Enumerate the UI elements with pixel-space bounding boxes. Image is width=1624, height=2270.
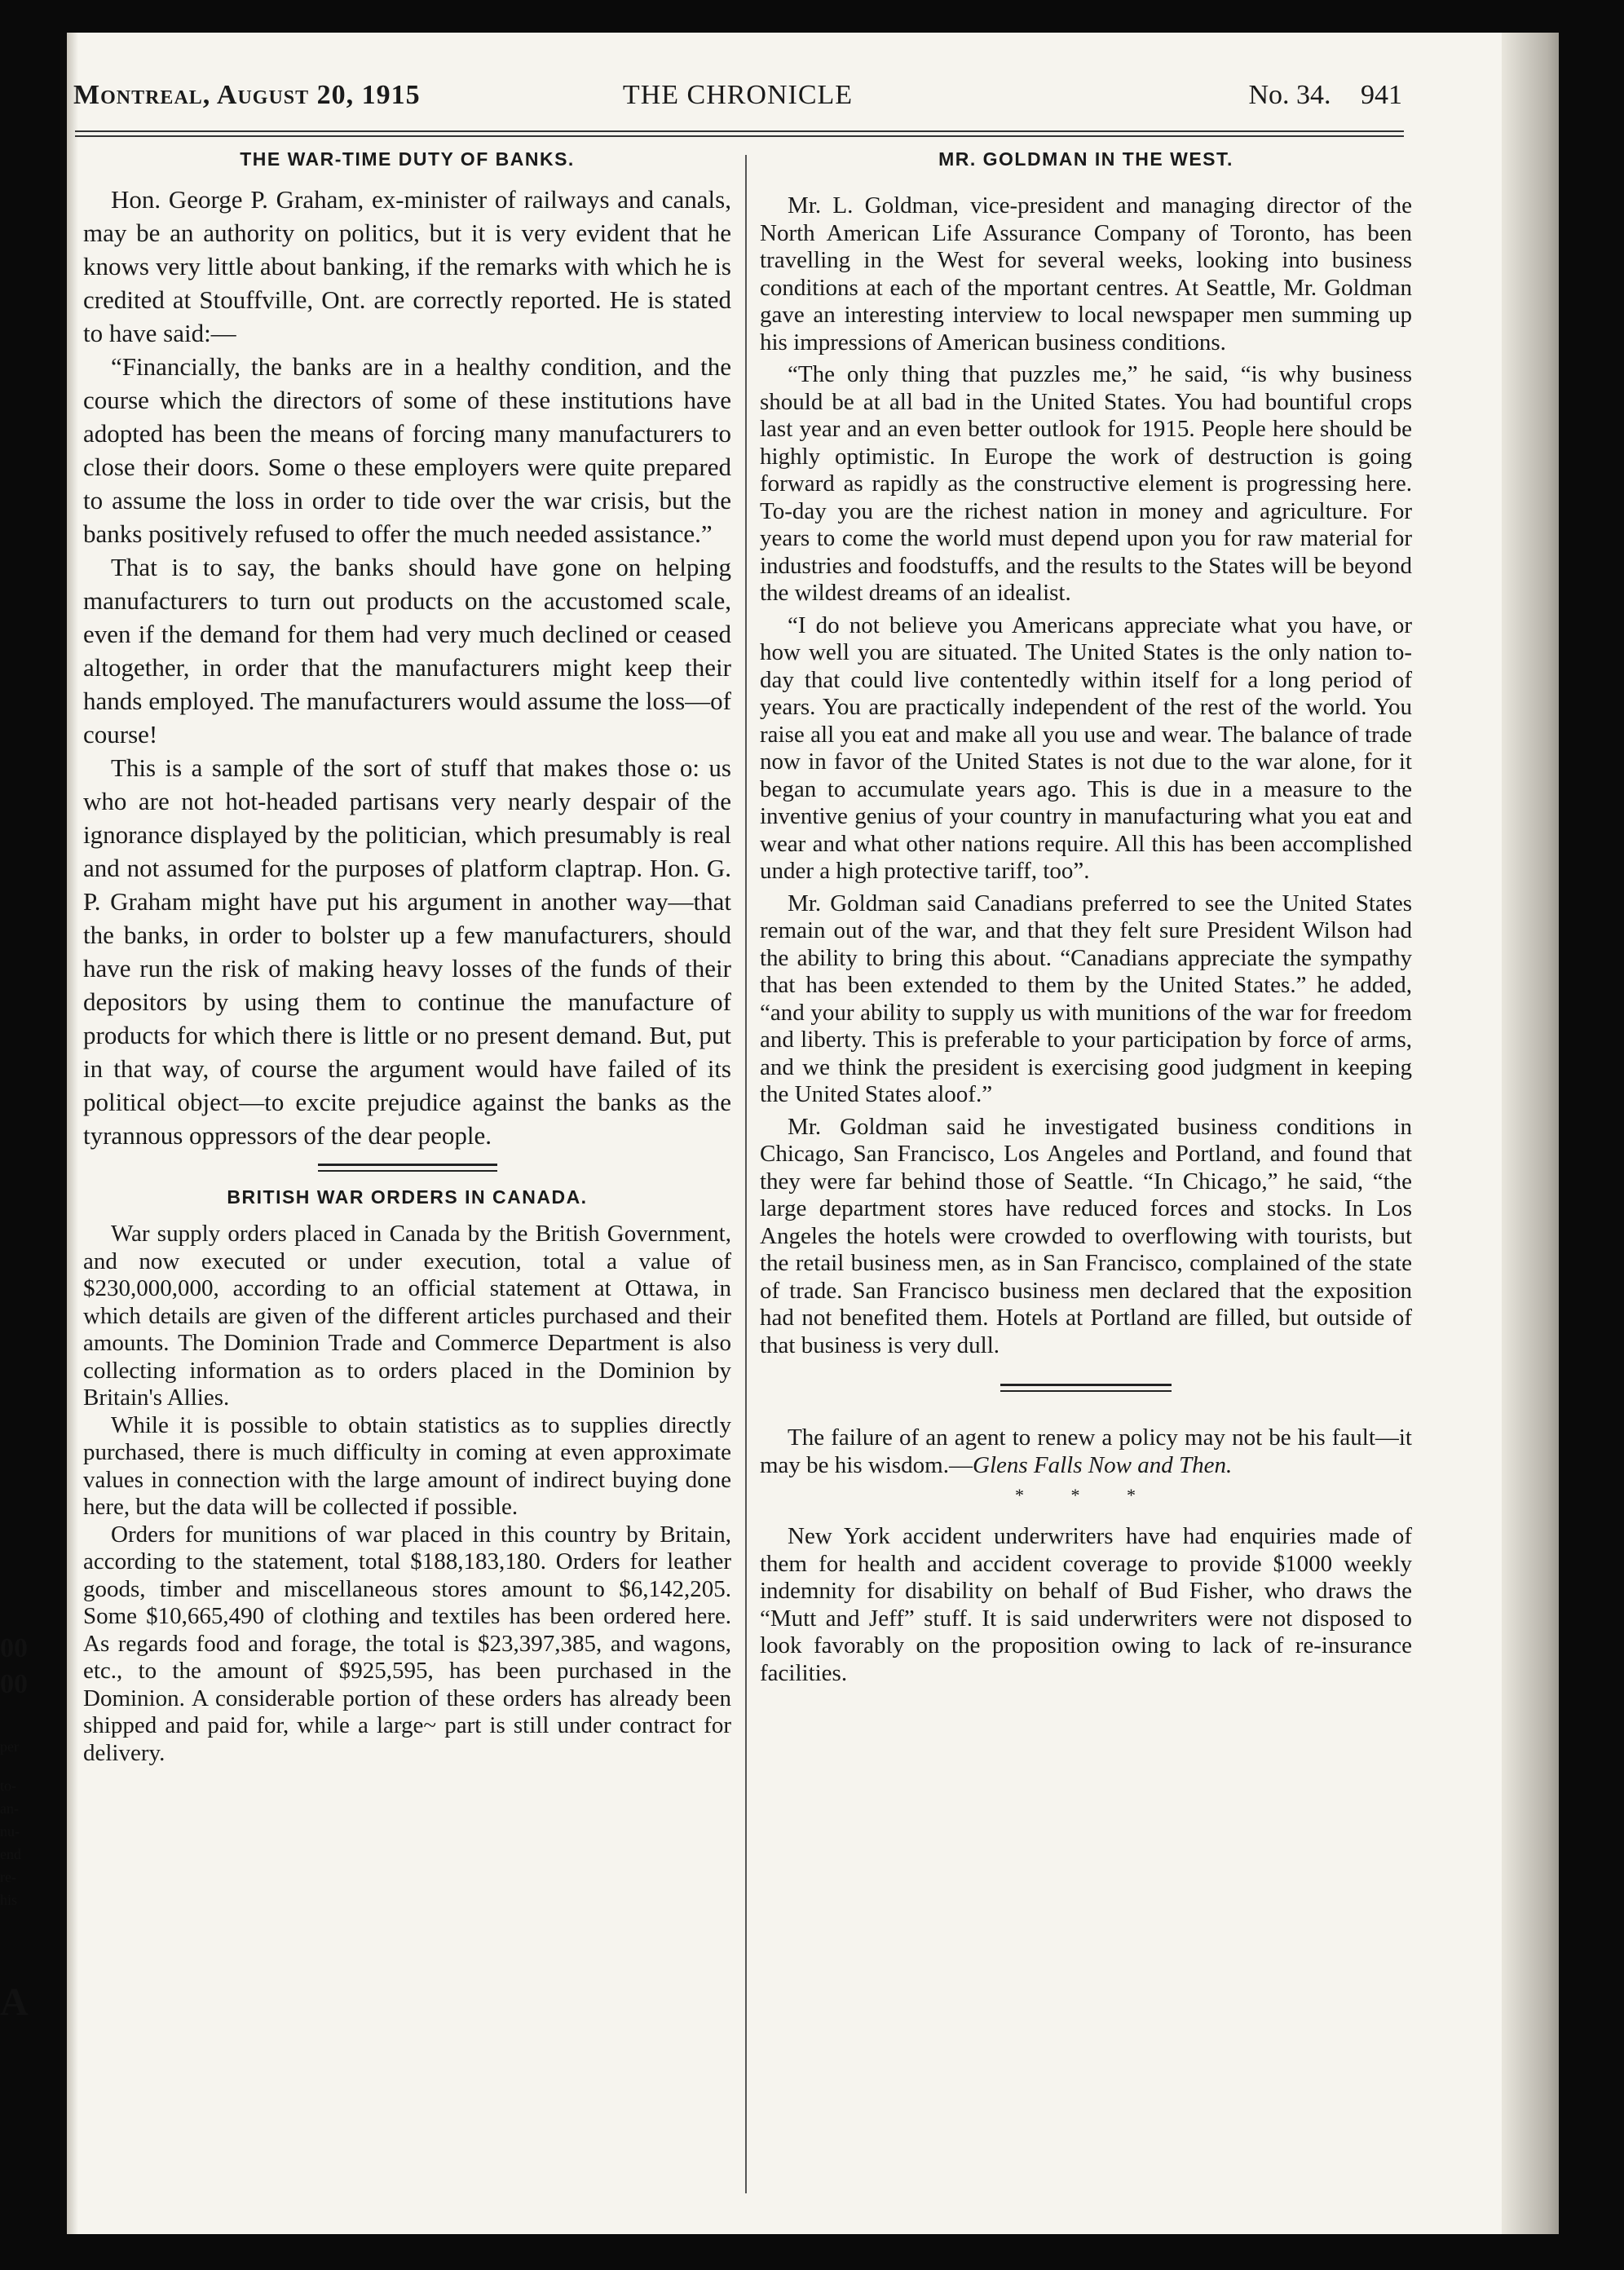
fragment-text: 00: [0, 1669, 28, 1699]
article-paragraph: This is a sample of the sort of stuff that makes those o: us who are not hot-headed partisans very nearly despair of the ignorance displayed by the politician, which presumably is real and not assumed for the purposes of platform claptrap. Hon. G. P. Graham might have put his argument in another way—that the banks, in order to bolster up a few manufacturers, should have run the risk of making heavy losses of the funds of their depositors by using them to continue the manufacture of products for which there is little or no present demand. But, put in that way, of course the argument would have failed of its political object—to excite prejudice against the banks as the tyrannous oppressors of the dear people.: [83, 753, 731, 1150]
fragment-text: end: [0, 1846, 21, 1862]
page-header: [73, 80, 1402, 126]
article-paragraph: “Financially, the banks are in a healthy condition, and the course which the directors of some of these institutions have adopted has been the means of forcing many manufacturers to close their doors. Some o these employers were quite prepared to assume the loss in order to tide over the war crisis, but the banks positively refused to offer the much needed assistance.”: [83, 352, 731, 548]
article-paragraph: “I do not believe you Americans appreciate what you have, or how well you are situated. The United States is the only nation to-day that could live contentedly within itself for a long period of years. You are practically independent of the rest of the world. You raise all you eat and make all you use and wear. The balance of trade now in favor of the United States is not due to the war alone, for it began to accumulate years ago. This is due in a measure to the inventive genius of your country in manufacturing what you eat and wear and what other nations require. All this has been accomplished under a high protective tariff, too”.: [760, 612, 1412, 884]
header-title: THE CHRONICLE: [622, 80, 854, 110]
right-column: [760, 147, 1412, 1687]
header-issue-page: [1225, 80, 1402, 111]
article-paragraph: Hon. George P. Graham, ex-minister of railways and canals, may be an authority on politics, but it is very evident that he knows very little about banking, if the remarks with which he is credited at Stouffville, Ont. are correctly reported. He is stated to have said:—: [83, 185, 731, 347]
left-column: [83, 147, 731, 1767]
header-rule: [75, 130, 1404, 137]
note-text: The failure of an agent to renew a policy may not be his fault—it may be his wisdom.—: [760, 1424, 1412, 1478]
fragment-text: an-: [0, 1800, 19, 1817]
article-title-british-war-orders: BRITISH WAR ORDERS IN CANADA.: [227, 1186, 588, 1208]
article-paragraph: While it is possible to obtain statistics as to supplies directly purchased, there is much difficulty in coming at even approximate values in connection with the large amount of indirect buying done here, but the data will be collected if possible.: [83, 1411, 731, 1520]
stars-divider: * * *: [1015, 1485, 1157, 1505]
article-separator: [1000, 1384, 1172, 1392]
note-paragraph: [760, 1424, 1412, 1479]
fragment-text: re-: [0, 1869, 16, 1885]
article-title-war-time-duty: THE WAR-TIME DUTY OF BANKS.: [240, 148, 575, 170]
column-rule: [745, 155, 747, 2193]
fragment-text: 00: [0, 1633, 28, 1663]
header-issue: No. 34.: [1248, 80, 1331, 110]
note-paragraph: New York accident underwriters have had enquiries made of them for health and accident coverage to provide $1000 weekly indemnity for disability on behalf of Bud Fisher, who draws the “Mutt and Jeff” stuff. It is said underwriters were not disposed to look favorably on the proposition owing to lack of re-insurance facilities.: [760, 1523, 1412, 1686]
article-paragraph: Mr. Goldman said Canadians preferred to see the United States remain out of the war, and that they felt sure President Wilson had the ability to bring this about. “Canadians appreciate the sympathy that has been extended to them by the United States.” he added, “and your ability to supply us with munitions of the war for freedom and liberty. This is preferable to your participation by force of arms, and we think the president is exercising good judgment in keeping the United States aloof.”: [760, 890, 1412, 1107]
binding-spine: [1502, 33, 1559, 2234]
page-left-edge: [67, 33, 78, 2234]
note-source: Glens Falls Now and Then.: [973, 1451, 1233, 1478]
header-page-number: 941: [1361, 80, 1402, 110]
adjacent-page-fragment: [0, 1631, 29, 2024]
header-place-date: Montreal, August 20, 1915: [73, 80, 421, 110]
fragment-text: to-: [0, 1778, 16, 1794]
article-paragraph: War supply orders placed in Canada by the British Government, and now executed or under execution, total a value of $230,000,000, according to an official statement at Ottawa, in which details are given of the different articles purchased and their amounts. The Dominion Trade and Commerce Department is also collecting information as to orders placed in the Dominion by Britain's Allies.: [83, 1221, 731, 1411]
article-paragraph: Mr. L. Goldman, vice-president and managing director of the North American Life Assurance Company of Toronto, has been travelling in the West for several weeks, looking into business conditions at each of the mportant centres. At Seattle, Mr. Goldman gave an interesting interview to local newspaper men summing up his impressions of American business conditions.: [760, 192, 1412, 356]
article-title-goldman: MR. GOLDMAN IN THE WEST.: [938, 148, 1233, 170]
article-paragraph: That is to say, the banks should have gone on helping manufacturers to turn out products on the accustomed scale, even if the demand for them had very much declined or ceased altogether, in order that the manufacturers might keep their hands employed. The manufacturers would assume the loss—of course!: [83, 553, 731, 749]
article-paragraph: Orders for munitions of war placed in this country by Britain, according to the statement, total $188,183,180. Orders for leather goods, timber and miscellaneous stores amount to $6,142,205. Some $10,665,490 of clothing and textiles has been ordered here. As regards food and forage, the total is $23,397,385, and wagons, etc., to the amount of $925,595, has been purchased in the Dominion. A considerable portion of these orders has already been shipped and paid for, while a large~ part is still under contract for delivery.: [83, 1521, 731, 1766]
fragment-text: A: [0, 1981, 29, 2024]
newspaper-page: [67, 33, 1559, 2234]
article-paragraph: Mr. Goldman said he investigated business conditions in Chicago, San Francisco, Los Angeles and Portland, and found that they were far behind those of Seattle. “In Chicago,” he said, “the large department stores have reduced forces and stocks. In Los Angeles the hotels were crowded to overflowing with tourists, but the retail business men, as in San Francisco, complained of the state of trade. San Francisco business men declared that the exposition had not benefited them. Hotels at Portland are filled, but outside of that business is very dull.: [760, 1113, 1412, 1358]
fragment-text: nu-: [0, 1823, 20, 1839]
fragment-text: his: [0, 1892, 18, 1908]
article-paragraph: “The only thing that puzzles me,” he said, “is why business should be at all bad in the United States. You had bountiful crops last year and an even better outlook for 1915. People here should be highly optimistic. In Europe the work of destruction is going forward as rapidly as the constructive element is progressing here. To-day you are the richest nation in money and agriculture. For years to come the world must depend upon you for raw material for industries and foodstuffs, and the results to the States will be beyond the wildest dreams of an idealist.: [760, 361, 1412, 606]
article-separator: [318, 1164, 497, 1172]
fragment-text: per: [0, 1738, 19, 1755]
